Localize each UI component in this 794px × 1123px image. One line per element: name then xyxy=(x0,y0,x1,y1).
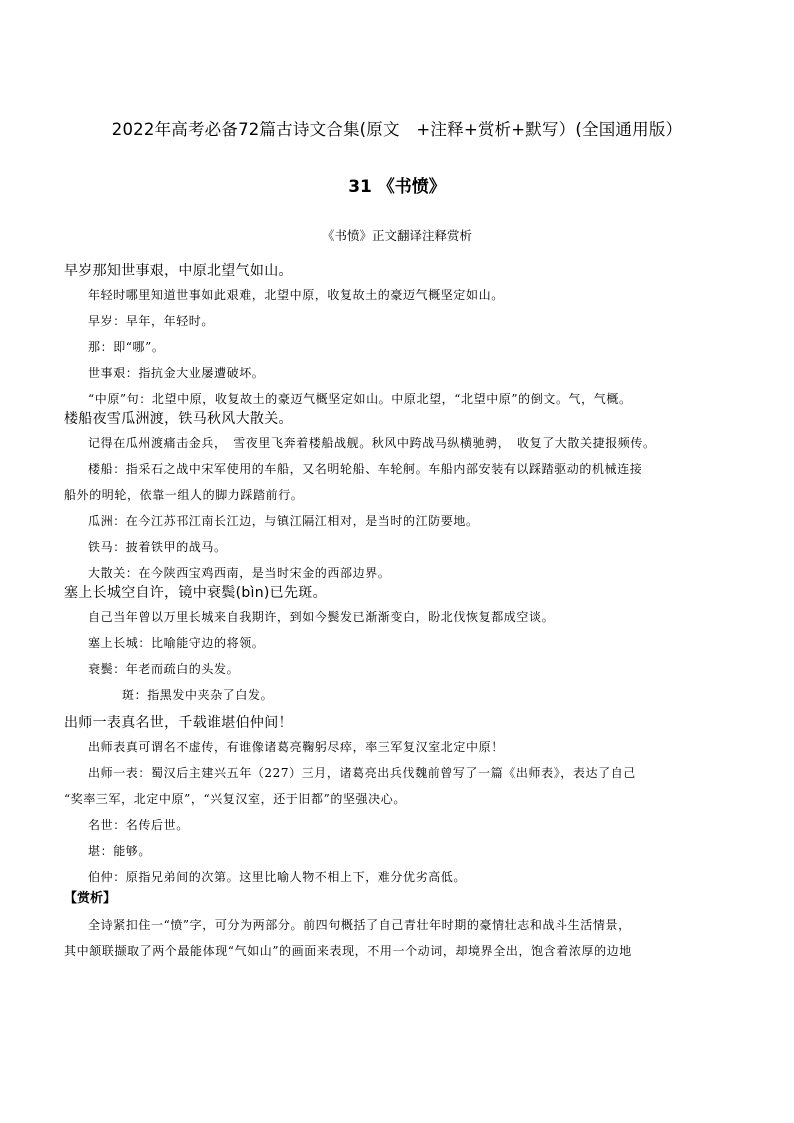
document-body xyxy=(64,262,744,968)
appreciation-line: 其中颔联撷取了两个最能体现“气如山”的画面来表现，不用一个动词，却境界全出，饱含着浓厚的边地 xyxy=(64,944,632,958)
annotation-line: 铁马：披着铁甲的战马。 xyxy=(88,540,227,554)
annotation-line: 堪：能够。 xyxy=(88,844,152,858)
annotation-line: 伯仲：原指兄弟间的次第。这里比喻人物不相上下，难分优劣高低。 xyxy=(88,870,467,884)
verse-line: 出师一表真名世，千载谁堪伯仲间！ xyxy=(64,715,293,731)
annotation-line: 衰鬓：年老而疏白的头发。 xyxy=(88,662,240,676)
appreciation-line: 全诗紧扣住一“愤”字，可分为两部分。前四句概括了自己青壮年时期的豪情壮志和战斗生活情景， xyxy=(88,918,631,932)
annotation-line: 世事艰：指抗金大业屡遭破坏。 xyxy=(88,366,265,380)
annotation-line-continued: “奖率三军，北定中原”，“兴复汉室，还于旧都”的坚强决心。 xyxy=(64,792,406,806)
translation-line: 出师表真可谓名不虚传，有谁像诸葛亮鞠躬尽瘁，率三军复汉室北定中原！ xyxy=(88,740,504,754)
appreciation-heading: 【赏析】 xyxy=(64,891,117,906)
annotation-line: 名世：名传后世。 xyxy=(88,818,189,832)
annotation-line: 楼船：指采石之战中宋军使用的车船，又名明轮船、车轮舸。车船内部安装有以踩踏驱动的机械连接 xyxy=(88,462,643,476)
annotation-line: “中原”句：北望中原，收复故土的豪迈气概坚定如山。中原北望，“北望中原”的倒文。气，气概。 xyxy=(88,392,632,406)
verse-line: 楼船夜雪瓜洲渡，铁马秋风大散关。 xyxy=(64,411,293,427)
annotation-line: 塞上长城：比喻能守边的将领。 xyxy=(88,636,265,650)
section-subheading: 《书愤》正文翻译注释赏析 xyxy=(321,228,472,243)
verse-line: 塞上长城空自许，镜中衰鬓(bìn)已先斑。 xyxy=(64,585,327,601)
poem-title: 31 《书愤》 xyxy=(348,177,446,197)
document-title: 2022年高考必备72篇古诗文合集(原文 +注释+赏析+默写）(全国通用版） xyxy=(111,120,683,139)
annotation-line: 出师一表：蜀汉后主建兴五年（227）三月，诸葛亮出兵伐魏前曾写了一篇《出师表》，表达了自己 xyxy=(88,766,636,780)
annotation-line-continued: 船外的明轮，依靠一组人的脚力踩踏前行。 xyxy=(64,488,304,502)
translation-line: 记得在瓜州渡痛击金兵， 雪夜里飞奔着楼船战舰。秋风中跨战马纵横驰骋， 收复了大散关捷报频传。 xyxy=(88,436,656,450)
annotation-line: 那：即“哪”。 xyxy=(88,340,165,354)
annotation-line: 斑：指黑发中夹杂了白发。 xyxy=(122,688,274,702)
annotation-line: 瓜洲：在今江苏邗江南长江边，与镇江隔江相对，是当时的江防要地。 xyxy=(88,514,479,528)
translation-line: 自己当年曾以万里长城来自我期许，到如今鬓发已渐渐变白，盼北伐恢复都成空谈。 xyxy=(88,610,555,624)
annotation-line: 大散关：在今陕西宝鸡西南，是当时宋金的西部边界。 xyxy=(88,566,391,580)
annotation-line: 早岁：早年，年轻时。 xyxy=(88,314,215,328)
verse-line: 早岁那知世事艰，中原北望气如山。 xyxy=(64,263,293,279)
translation-line: 年轻时哪里知道世事如此艰难，北望中原，收复故土的豪迈气概坚定如山。 xyxy=(88,288,504,302)
